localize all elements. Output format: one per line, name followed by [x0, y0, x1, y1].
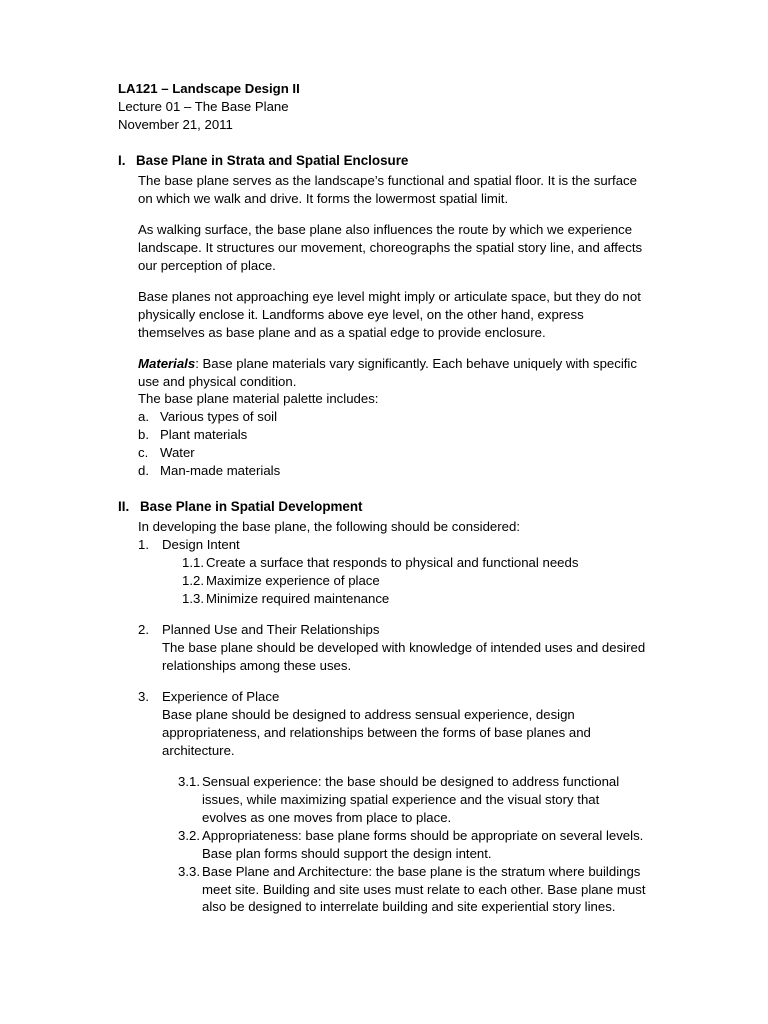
section-1-paragraph-3: Base planes not approaching eye level might imply or articulate space, but they do not physically enclose it. Landforms above eye level, on the other hand, express themselves as base plane and as a spatial edge to provide enclosure. [138, 288, 641, 340]
list-item [138, 621, 650, 639]
list-item [182, 572, 650, 590]
section-numeral-2: II. [118, 499, 130, 515]
list-item [138, 444, 650, 462]
list-marker: a. [138, 409, 149, 425]
list-text [202, 827, 650, 863]
sublist-lead: Sensual experience [202, 773, 318, 789]
material-palette-list [138, 408, 650, 480]
list-item [138, 536, 650, 554]
list-marker: 1.3. [182, 591, 204, 607]
list-text: Design Intent [162, 537, 240, 553]
sublist-rest: : the base plane is the stratum where buildings meet site. Building and site uses must relate to each other. Base plane must also be designed to interrelate building and site experiential story lines. [202, 863, 646, 915]
section-title-2: Base Plane in Spatial Development [140, 499, 363, 515]
list-marker: 3.2. [178, 827, 200, 843]
design-intent-sublist [182, 554, 650, 608]
list-marker: 1.1. [182, 555, 204, 571]
experience-of-place-body: Base plane should be designed to address sensual experience, design appropriateness, and relationships between the forms of base planes and architecture. [162, 706, 591, 758]
list-item [178, 827, 650, 863]
section-2-intro: In developing the base plane, the following should be considered: [138, 519, 520, 535]
list-text: Create a surface that responds to physical and functional needs [206, 555, 579, 571]
list-marker: 1.2. [182, 573, 204, 589]
course-title: LA121 – Landscape Design II [118, 81, 300, 96]
planned-use-body: The base plane should be developed with knowledge of intended uses and desired relationships among these uses. [162, 640, 646, 674]
list-marker: 2. [138, 622, 149, 638]
list-item [138, 462, 650, 480]
list-text: Planned Use and Their Relationships [162, 622, 380, 638]
list-marker: 1. [138, 537, 149, 553]
section-numeral-1: I. [118, 152, 126, 168]
list-text [202, 773, 650, 827]
lecture-title: Lecture 01 – The Base Plane [118, 98, 289, 114]
list-item [138, 688, 650, 706]
list-item [182, 554, 650, 572]
list-text [202, 863, 650, 917]
document-body [118, 80, 650, 916]
section-1-paragraph-1: The base plane serves as the landscape’s functional and spatial floor. It is the surface on which we walk and drive. It forms the lowermost spatial limit. [138, 172, 637, 206]
section-1-paragraph-2: As walking surface, the base plane also influences the route by which we experience landscape. It structures our movement, choreographs the spatial story line, and affects our perception of place. [138, 221, 643, 273]
list-item [178, 863, 650, 917]
list-marker: 3. [138, 688, 149, 704]
section-heading-2 [118, 498, 650, 516]
list-text: Man-made materials [160, 463, 281, 479]
list-item [138, 408, 650, 426]
experience-of-place-sublist [178, 773, 650, 917]
palette-intro: The base plane material palette includes: [138, 391, 379, 407]
list-text: Experience of Place [162, 688, 280, 704]
sublist-lead: Appropriateness [202, 827, 299, 843]
list-text: Various types of soil [160, 409, 278, 425]
sublist-rest: : base plane forms should be appropriate on several levels. Base plan forms should support the design intent. [202, 827, 644, 861]
materials-label: Materials [138, 355, 196, 371]
list-marker: b. [138, 427, 149, 443]
list-marker: 3.3. [178, 863, 200, 879]
lecture-date: November 21, 2011 [118, 116, 233, 132]
spatial-development-list [138, 536, 650, 916]
list-text: Minimize required maintenance [206, 591, 390, 607]
list-item [138, 426, 650, 444]
list-marker: d. [138, 463, 149, 479]
list-text: Plant materials [160, 427, 248, 443]
materials-paragraph [138, 355, 650, 391]
list-item [182, 590, 650, 608]
section-heading-1 [118, 152, 650, 170]
list-marker: 3.1. [178, 773, 200, 789]
sublist-rest: : the base should be designed to address functional issues, while maximizing spatial experience and the visual story that evolves as one moves from place to place. [202, 773, 620, 825]
list-text: Water [160, 445, 195, 461]
section-title-1: Base Plane in Strata and Spatial Enclosure [136, 152, 409, 168]
list-item [178, 773, 650, 827]
list-text: Maximize experience of place [206, 573, 380, 589]
list-marker: c. [138, 445, 149, 461]
sublist-lead: Base Plane and Architecture [202, 863, 369, 879]
materials-text: : Base plane materials vary significantly. Each behave uniquely with specific use and physical condition. [138, 355, 637, 389]
document-header [118, 80, 650, 134]
